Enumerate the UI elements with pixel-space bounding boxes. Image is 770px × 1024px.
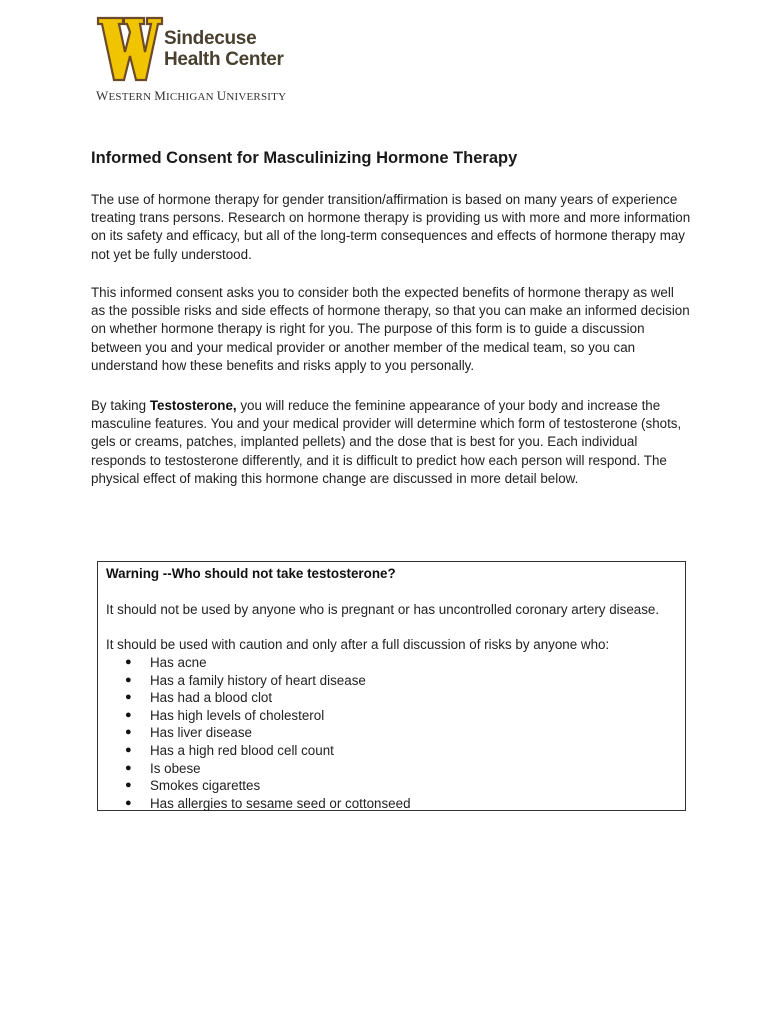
list-item [122,689,411,707]
risk-factor-text: Has liver disease [150,725,252,741]
list-item [122,707,411,725]
wmu-sindecuse-logo [96,16,336,106]
logo-wordmark [164,28,284,70]
warning-heading: Warning --Who should not take testosterone? [106,566,396,581]
risk-factor-text: Smokes cigarettes [150,778,261,794]
list-item [122,724,411,742]
risk-factor-text: Has allergies to sesame seed or cottonseed [150,795,411,811]
list-item [122,742,411,760]
list-item [122,654,411,672]
list-item [122,672,411,690]
list-item [122,795,411,813]
consent-purpose-paragraph: This informed consent asks you to consider both the expected benefits of hormone therapy as well as the possible risks and side effects of hormone therapy, so that you can make an informed decision on whether hormone therapy is right for you. The purpose of this form is to guide a discussion between you and your medical provider or another member of the medical team, so you can understand how these benefits and risks apply to you personally. [91,285,690,373]
bullet-icon: ● [125,691,132,704]
bullet-icon: ● [125,779,132,792]
risk-factor-text: Has acne [150,655,207,670]
risk-factor-text: Has a high red blood cell count [150,742,334,758]
testosterone-bold-term: Testosterone, [149,398,237,413]
testosterone-paragraph-prefix: By taking [91,398,150,413]
list-item [122,760,411,778]
logo-university-name [96,88,287,104]
bullet-icon: ● [125,761,132,774]
risk-factor-text: Has a family history of heart disease [150,672,366,688]
svg-text:WESTERN MICHIGAN UNIVERSITY: WESTERN MICHIGAN UNIVERSITY [96,88,287,103]
page-title: Informed Consent for Masculinizing Hormone Therapy [91,149,518,167]
intro-paragraph: The use of hormone therapy for gender transition/affirmation is based on many years of experience treating trans persons. Research on hormone therapy is providing us with more and more information on its safety and efficacy, but all of the long-term consequences and effects of hormone therapy may not yet be fully understood. [91,192,691,262]
risk-factor-text: Has had a blood clot [150,690,273,706]
wmu-w-logo-icon [96,16,164,82]
bullet-icon: ● [125,743,132,756]
logo-name-line2: Health Center [164,49,284,70]
caution-intro-text: It should be used with caution and only after a full discussion of risks by anyone who: [106,637,610,652]
contraindication-text: It should not be used by anyone who is pregnant or has uncontrolled coronary artery disease. [106,602,660,617]
bullet-icon: ● [125,796,132,809]
logo-name-line1: Sindecuse [164,28,257,49]
bullet-icon: ● [125,726,132,739]
risk-factor-list [122,654,411,812]
bullet-icon: ● [125,673,132,686]
risk-factor-text: Is obese [150,760,201,776]
risk-factor-text: Has high levels of cholesterol [150,707,325,723]
warning-box [97,561,686,811]
testosterone-paragraph-rest: you will reduce the feminine appearance of your body and increase the masculine features. You and your medical provider will determine which form of testosterone (shots, gels or creams, patches, implanted pellets) and the dose that is best for you. Each individual responds to testosterone differently, and it is difficult to predict how each person will respond. The physical effect of making this hormone change are discussed in more detail below. [91,398,682,486]
testosterone-paragraph [91,397,691,488]
bullet-icon: ● [125,656,132,668]
list-item [122,777,411,795]
bullet-icon: ● [125,708,132,721]
